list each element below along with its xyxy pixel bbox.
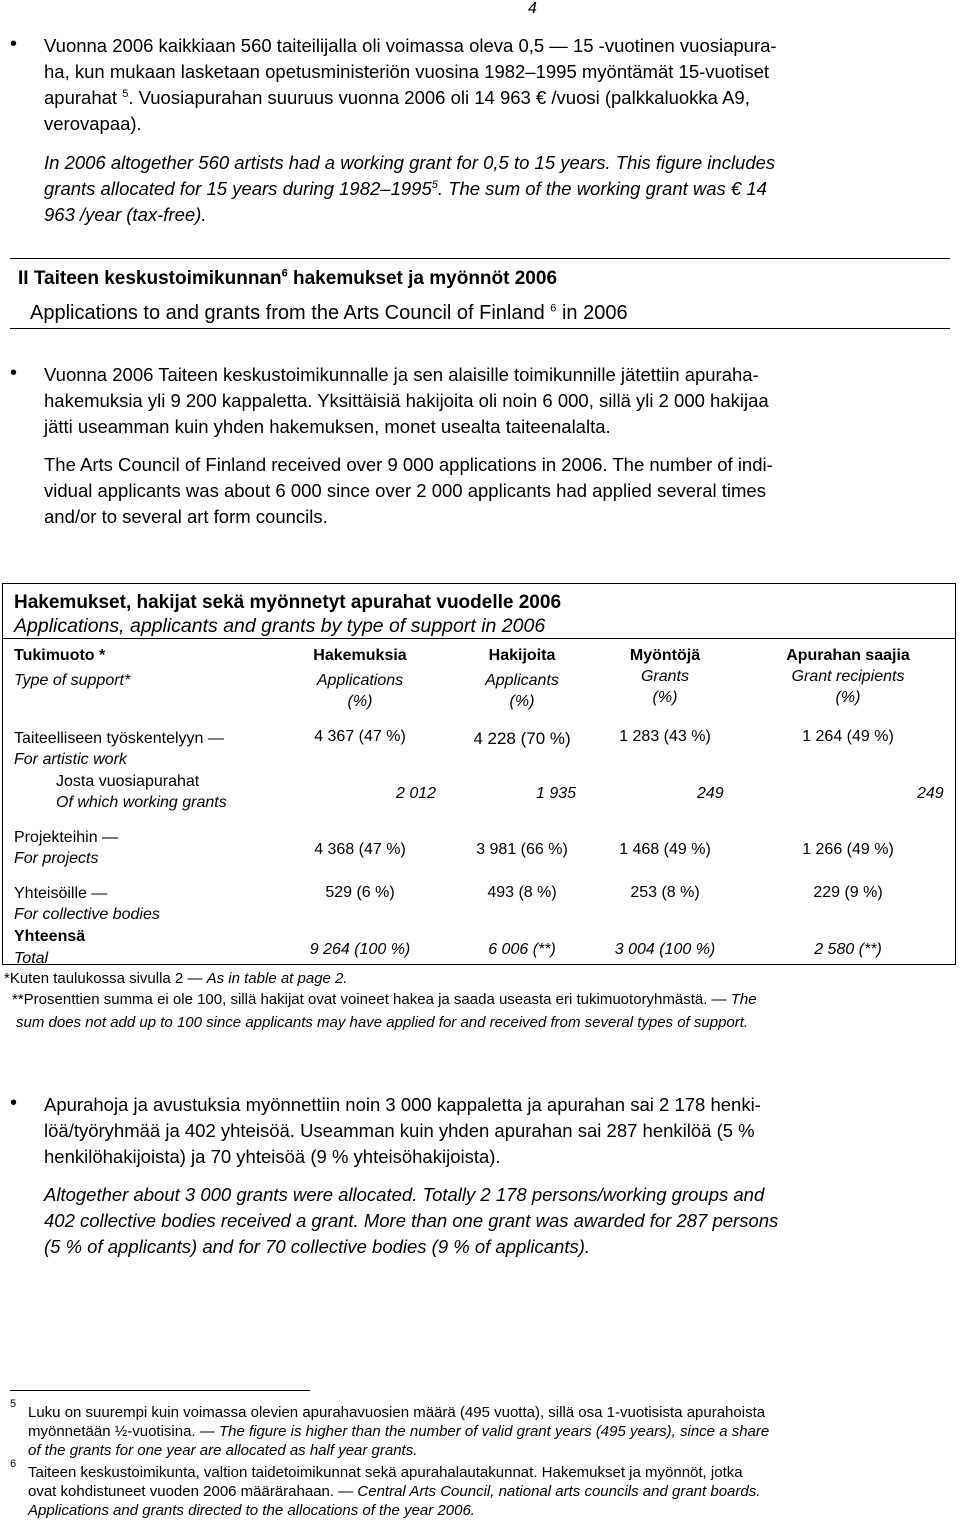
table-cell: 4 367 (47 %) <box>314 728 406 745</box>
table-note-2-cont: sum does not add up to 100 since applicants may have applied for and received from several types of support. <box>16 1014 749 1031</box>
table-cell: 1 266 (49 %) <box>802 841 894 858</box>
text-line: 963 /year (tax-free). <box>44 204 207 225</box>
table-cell: 1 283 (43 %) <box>619 728 711 745</box>
footnote-6: Taiteen keskustoimikunta, valtion taidetoimikunnat sekä apurahalautakunnat. Hakemukset ja myönnöt, jotka ovat kohdistuneet vuoden 2006 määrärahaan. — Central Arts Council, national arts councils and grant boards. Applications and grants directed to the allocations of the year 2006. <box>28 1464 761 1519</box>
table-cell: 2 580 (**) <box>814 941 882 958</box>
table-title-fi: Hakemukset, hakijat sekä myönnetyt apurahat vuodelle 2006 <box>14 592 562 613</box>
table-cell: 4 368 (47 %) <box>314 841 406 858</box>
header-grants: Myöntöjä Grants (%) <box>629 647 701 706</box>
section-title-fi: II Taiteen keskustoimikunnan$^6$ hakemukset ja myönnöt 2006 <box>18 267 558 289</box>
divider <box>10 258 950 259</box>
row-label-projects: Projekteihin — For projects <box>14 829 119 867</box>
text-line: henkilöhakijoista) ja 70 yhteisöä (9 % yhteisöhakijoista). <box>44 1146 501 1167</box>
header-support: Tukimuoto * Type of support* <box>14 647 131 689</box>
row-label-total: Yhteensä Total <box>14 928 86 967</box>
text-line: In 2006 altogether 560 artists had a working grant for 0,5 to 15 years. This figure includes <box>44 152 776 173</box>
footnote-separator <box>10 1390 310 1391</box>
bullet1-finnish <box>44 33 949 137</box>
footnote-mark: 6 <box>10 1458 17 1470</box>
table-cell: 493 (8 %) <box>487 884 557 901</box>
text-line: apurahat $^5$. Vuosiapurahan suuruus vuonna 2006 oli 14 963 € /vuosi (palkkaluokka A9, <box>44 87 750 108</box>
table-cell: 3 004 (100 %) <box>614 941 716 958</box>
section-title-en: Applications to and grants from the Arts Council of Finland $^6$ in 2006 <box>30 302 628 324</box>
text-line: verovapaa). <box>44 113 142 134</box>
text-line: jätti useamman kuin yhden hakemuksen, monet usealta taiteenalalta. <box>44 416 611 437</box>
bullet2-english <box>44 452 949 530</box>
table-cell: 1 935 <box>536 785 577 802</box>
text-line: Vuonna 2006 Taiteen keskustoimikunnalle ja sen alaisille toimikunnille jätettiin apuraha- <box>44 364 759 385</box>
table-cell: 1 264 (49 %) <box>802 728 894 745</box>
bullet-icon: • <box>10 1092 18 1114</box>
table-cell: 2 012 <box>396 785 437 802</box>
table-cell: 3 981 (66 %) <box>476 841 568 858</box>
bullet3-english <box>44 1182 949 1260</box>
text-line: Altogether about 3 000 grants were allocated. Totally 2 178 persons/working groups and <box>44 1184 765 1205</box>
row-label-artistic-work: Taiteelliseen työskentelyyn — For artistic work <box>14 730 224 768</box>
bullet2-finnish <box>44 362 949 440</box>
table-title-en: Applications, applicants and grants by type of support in 2006 <box>14 615 546 637</box>
footnote-ref: 5 <box>431 178 438 191</box>
row-label-working-grants: Josta vuosiapurahat Of which working grants <box>56 773 227 811</box>
text-line: grants allocated for 15 years during 1982–1995$^5$. The sum of the working grant was € 14 <box>44 178 767 199</box>
text-line: hakemuksia yli 9 200 kappaletta. Yksittäisiä hakijoita oli noin 6 000, sillä yli 2 000 hakijaa <box>44 390 769 411</box>
table-cell: 529 (6 %) <box>325 884 395 901</box>
footnote-mark: 5 <box>10 1398 17 1410</box>
row-label-collective: Yhteisöille — For collective bodies <box>14 885 160 923</box>
header-applications: Hakemuksia Applications (%) <box>313 647 407 710</box>
table-cell: 9 264 (100 %) <box>309 941 411 958</box>
page-number: 4 <box>528 0 537 17</box>
header-recipients: Apurahan saajia Grant recipients (%) <box>786 647 910 706</box>
bullet-icon: • <box>10 33 18 55</box>
table-cell: 249 <box>917 785 944 802</box>
divider <box>10 328 950 329</box>
text-line: (5 % of applicants) and for 70 collective bodies (9 % of applicants). <box>44 1236 591 1257</box>
header-applicants: Hakijoita Applicants (%) <box>485 647 559 710</box>
table-note-1: *Kuten taulukossa sivulla 2 — As in table at page 2. <box>4 970 348 987</box>
text-line: Vuonna 2006 kaikkiaan 560 taiteilijalla oli voimassa oleva 0,5 — 15 -vuotinen vuosiapura- <box>44 35 777 56</box>
text-line: 402 collective bodies received a grant. More than one grant was awarded for 287 persons <box>44 1210 779 1231</box>
text-line: löä/työryhmää ja 402 yhteisöä. Useamman kuin yhden apurahan sai 287 henkilöä (5 % <box>44 1120 755 1141</box>
text-line: The Arts Council of Finland received over 9 000 applications in 2006. The number of indi- <box>44 454 773 475</box>
table-header-line <box>2 638 956 639</box>
table-note-2: **Prosenttien summa ei ole 100, sillä hakijat ovat voineet hakea ja saada useasta eri tukimuotoryhmästä. — The <box>12 991 757 1008</box>
table-cell: 249 <box>697 785 724 802</box>
text-line: Apurahoja ja avustuksia myönnettiin noin 3 000 kappaletta ja apurahan sai 2 178 henki- <box>44 1094 761 1115</box>
bullet3-finnish <box>44 1092 949 1170</box>
footnote-ref: 5 <box>122 87 129 100</box>
table-cell: 1 468 (49 %) <box>619 841 711 858</box>
table-cell: 6 006 (**) <box>488 941 556 958</box>
footnote-5: Luku on suurempi kuin voimassa olevien apurahavuosien määrä (495 vuotta), sillä osa 1-vuotisista apurahoista myönnetään ½-vuotisina. — The figure is higher than the number of valid grant years (495 years), since a share of the grants for one year are allocated as half year grants. <box>28 1404 770 1459</box>
table-cell: 229 (9 %) <box>813 884 883 901</box>
text-line: and/or to several art form councils. <box>44 506 328 527</box>
bullet-icon: • <box>10 362 18 384</box>
bullet1-english <box>44 150 949 228</box>
text-line: ha, kun mukaan lasketaan opetusministeriön vuosina 1982–1995 myöntämät 15-vuotiset <box>44 61 770 82</box>
table-cell: 253 (8 %) <box>630 884 700 901</box>
table-cell: 4 228 (70 %) <box>473 729 571 748</box>
text-line: vidual applicants was about 6 000 since over 2 000 applicants had applied several times <box>44 480 766 501</box>
